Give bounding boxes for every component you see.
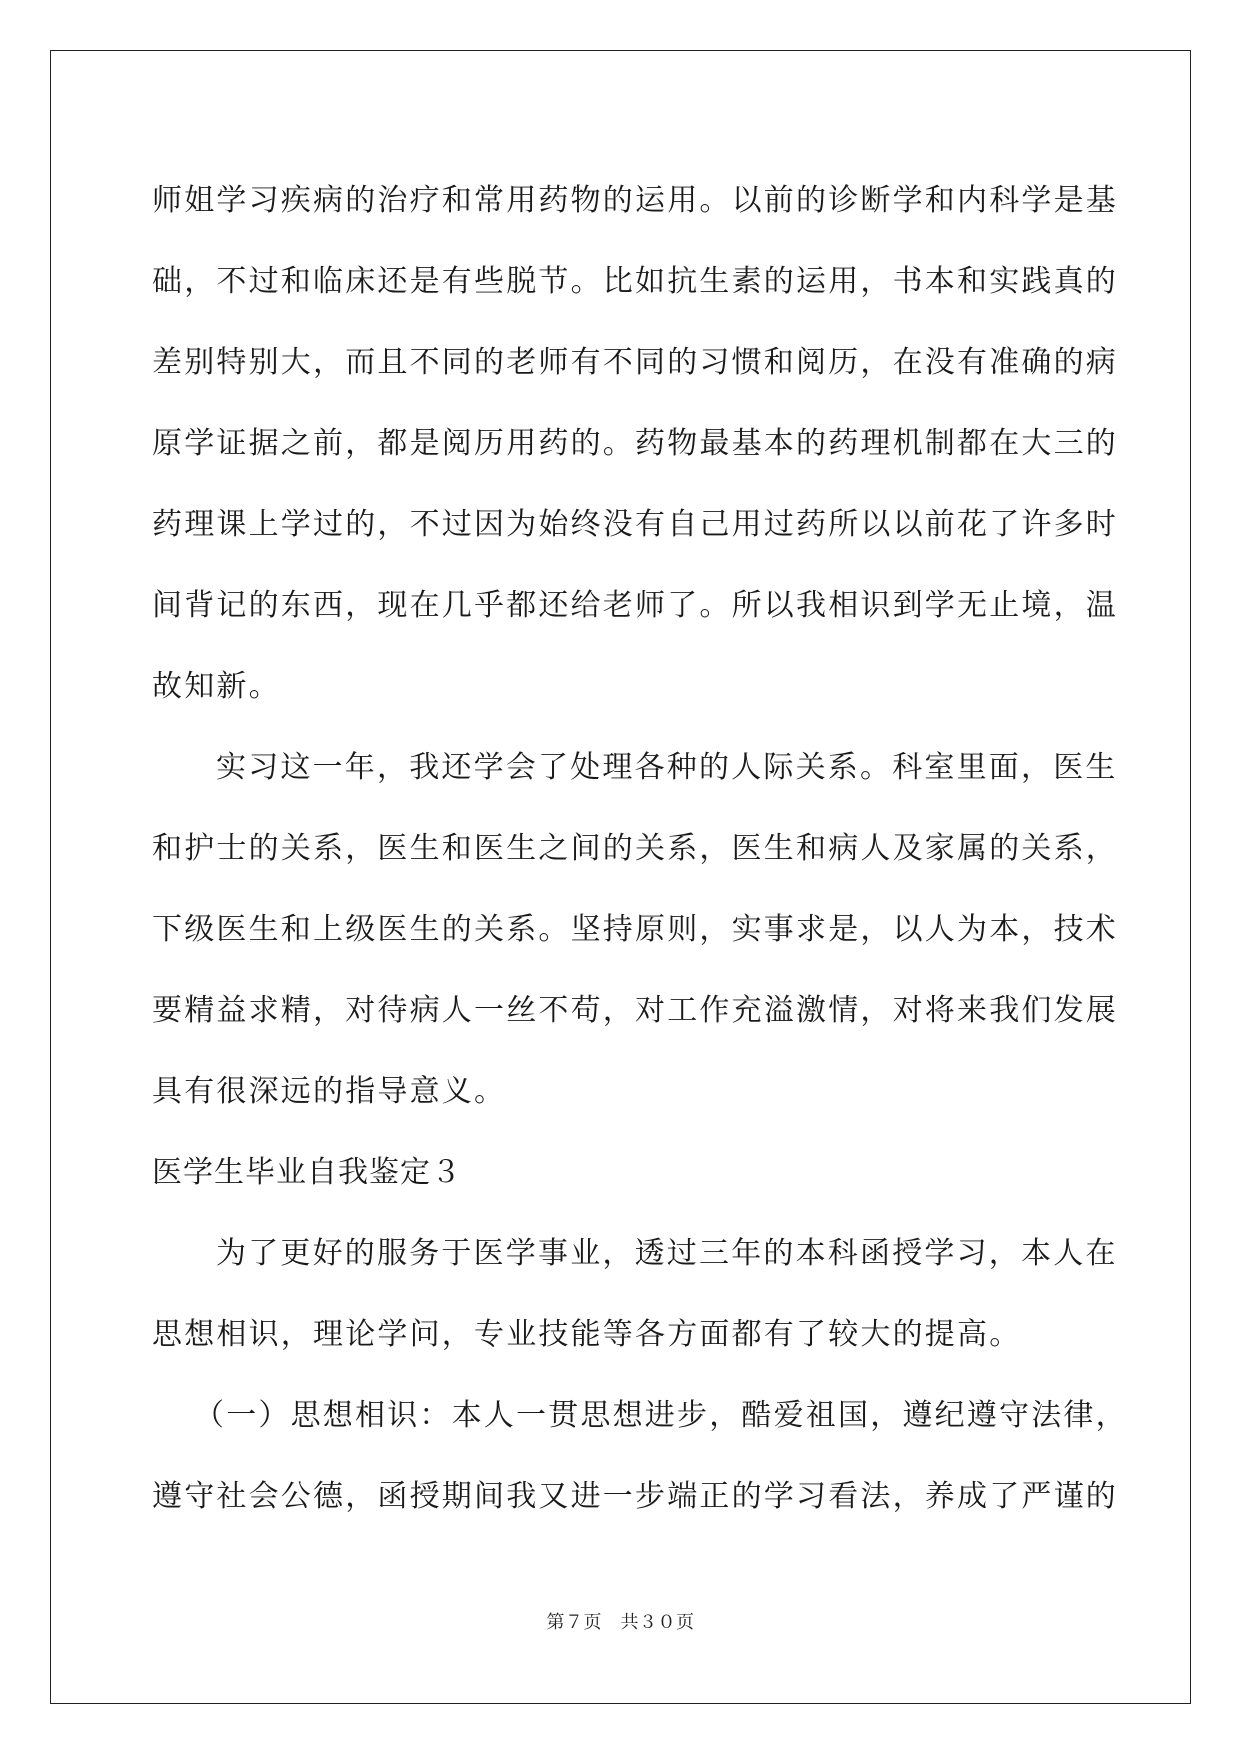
paragraph-start-line: （一）思想相识：本人一贯思想进步，酷爱祖国，遵纪遵守法律，: [194, 1398, 1128, 1433]
text-line: 础，不过和临床还是有些脱节。比如抗生素的运用，书本和实践真的: [152, 264, 1118, 299]
text-line: 思想相识，理论学问，专业技能等各方面都有了较大的提高。: [152, 1317, 1022, 1352]
text-line: 药理课上学过的，不过因为始终没有自己用过药所以以前花了许多时: [152, 507, 1118, 542]
text-line: 差别特别大，而且不同的老师有不同的习惯和阅历，在没有准确的病: [152, 345, 1118, 380]
text-line: 师姐学习疾病的治疗和常用药物的运用。以前的诊断学和内科学是基: [152, 183, 1118, 218]
text-line: 遵守社会公德，函授期间我又进一步端正的学习看法，养成了严谨的: [152, 1479, 1118, 1514]
document-body: [152, 160, 1128, 1537]
section-heading: 医学生毕业自我鉴定３: [152, 1155, 462, 1190]
paragraph-start-line: 为了更好的服务于医学事业，透过三年的本科函授学习，本人在: [216, 1236, 1118, 1271]
page-number-footer: 第７页 共３０页: [546, 1612, 695, 1633]
text-line: 下级医生和上级医生的关系。坚持原则，实事求是，以人为本，技术: [152, 912, 1118, 947]
text-line: 间背记的东西，现在几乎都还给老师了。所以我相识到学无止境，温: [152, 588, 1118, 623]
text-line: 具有很深远的指导意义。: [152, 1074, 507, 1109]
text-line: 和护士的关系，医生和医生之间的关系，医生和病人及家属的关系，: [152, 831, 1118, 866]
paragraph-start-line: 实习这一年，我还学会了处理各种的人际关系。科室里面，医生: [216, 750, 1118, 785]
text-line: 要精益求精，对待病人一丝不苟，对工作充溢激情，对将来我们发展: [152, 993, 1118, 1028]
text-line: 故知新。: [152, 669, 281, 704]
text-line: 原学证据之前，都是阅历用药的。药物最基本的药理机制都在大三的: [152, 426, 1118, 461]
